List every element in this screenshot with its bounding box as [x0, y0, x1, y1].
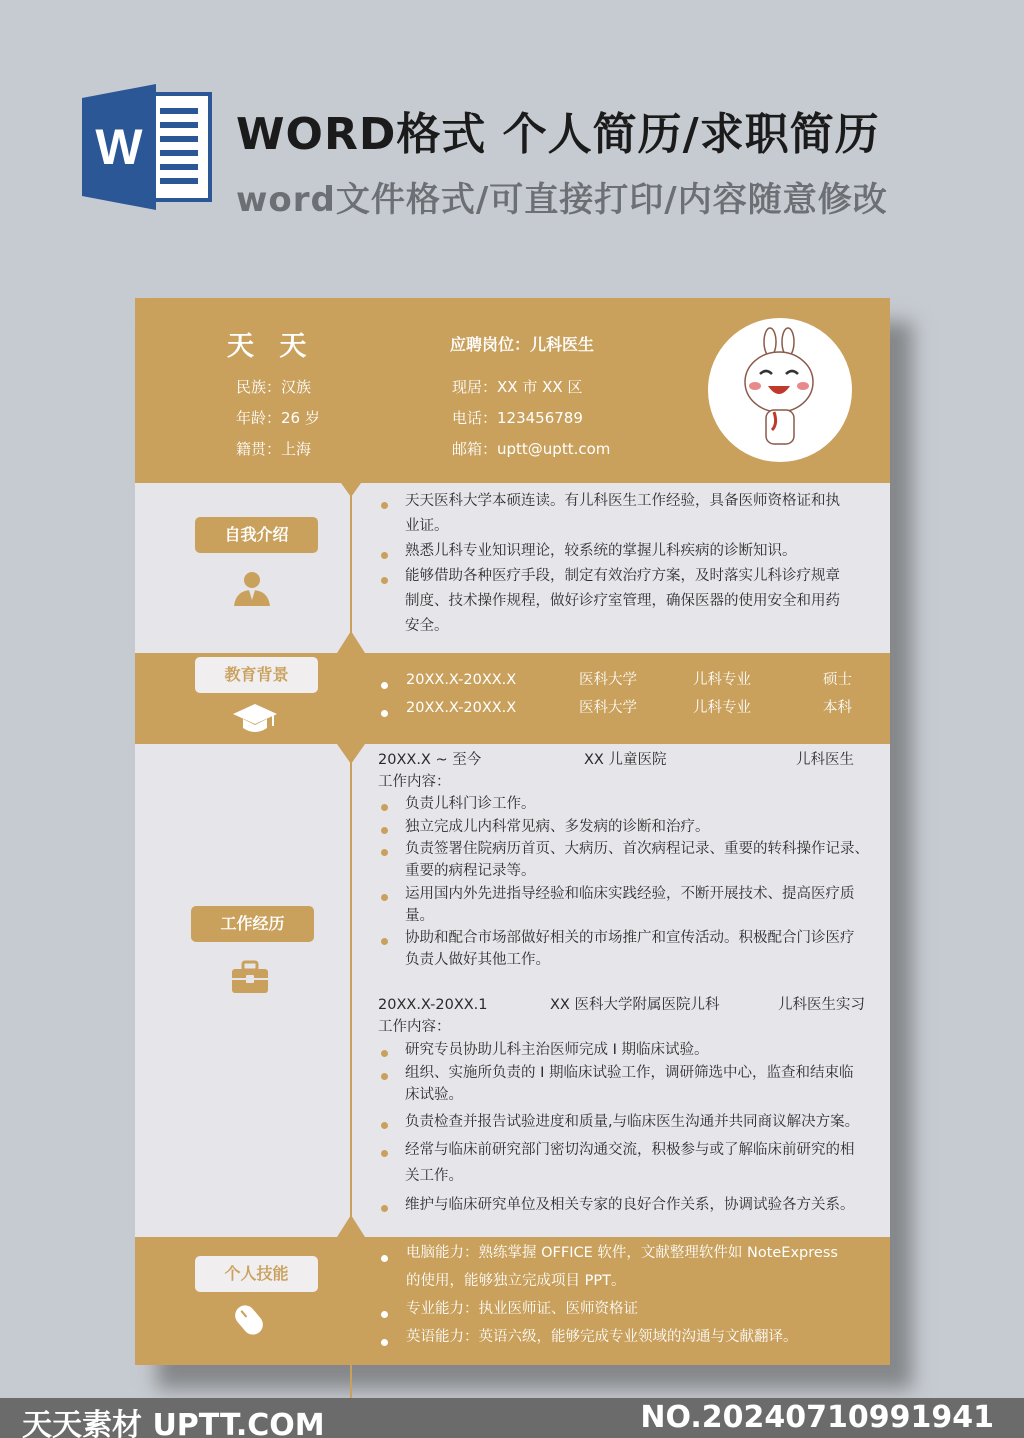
job-line: 关工作。 [405, 1168, 463, 1184]
skill-line: 英语能力：英语六级，能够完成专业领域的沟通与文献翻译。 [406, 1329, 798, 1345]
job-line: 独立完成儿内科常见病、多发病的诊断和治疗。 [405, 819, 710, 835]
timeline-notch [337, 631, 365, 653]
intro-line: 熟悉儿科专业知识理论，较系统的掌握儿科疾病的诊断知识。 [405, 543, 797, 559]
age: 年龄：26 岁 [236, 409, 320, 427]
job-line: 组织、实施所负责的 I 期临床试验工作，调研筛选中心，监查和结束临 [405, 1065, 854, 1081]
job-line: 协助和配合市场部做好相关的市场推广和宣传活动。积极配合门诊医疗 [405, 930, 855, 946]
bullet [381, 938, 388, 945]
bullet [381, 849, 388, 856]
skill-line: 专业能力：执业医师证、医师资格证 [406, 1301, 638, 1317]
bullet [381, 827, 388, 834]
job-org: XX 医科大学附属医院儿科 [550, 997, 720, 1013]
applied-position: 应聘岗位：儿科医生 [450, 335, 595, 354]
edu-degree: 本科 [823, 700, 852, 716]
banner-title: WORD格式 个人简历/求职简历 [236, 109, 880, 160]
job-line: 负责儿科门诊工作。 [405, 796, 536, 812]
timeline-notch [341, 483, 361, 497]
graduation-cap-icon [233, 702, 277, 734]
job-period: 20XX.X ~ 至今 [378, 752, 482, 768]
bullet [381, 804, 388, 811]
job-line: 研究专员协助儿科主治医师完成 I 期临床试验。 [405, 1042, 709, 1058]
edu-period: 20XX.X-20XX.X [406, 700, 517, 716]
job-line: 维护与临床研究单位及相关专家的良好合作关系，协调试验各方关系。 [405, 1197, 855, 1213]
bullet [381, 1122, 388, 1129]
bullet [381, 894, 388, 901]
bullet [381, 552, 388, 559]
bullet [381, 1311, 388, 1318]
bullet [381, 1050, 388, 1057]
avatar-illustration [708, 318, 852, 462]
timeline-notch [337, 1215, 365, 1237]
intro-line: 天天医科大学本硕连读。有儿科医生工作经验，具备医师资格证和执 [405, 493, 840, 509]
briefcase-icon [231, 960, 269, 994]
section-tag-education: 教育背景 [195, 657, 318, 693]
edu-school: 医科大学 [579, 700, 637, 716]
avatar [708, 318, 852, 462]
job-line: 重要的病程记录等。 [405, 863, 536, 879]
job-role: 儿科医生 [796, 752, 854, 768]
edu-school: 医科大学 [579, 672, 637, 688]
job-content-label: 工作内容： [378, 774, 451, 790]
job-line: 量。 [405, 908, 434, 924]
word-logo-icon [82, 84, 212, 210]
edu-major: 儿科专业 [693, 700, 751, 716]
email: 邮箱：uptt@uptt.com [452, 440, 611, 458]
section-tag-intro: 自我介绍 [195, 517, 318, 553]
footer-bar [0, 1398, 1024, 1438]
timeline-notch [337, 744, 365, 764]
bullet [381, 710, 388, 717]
job-line: 运用国内外先进指导经验和临床实践经验，不断开展技术、提高医疗质 [405, 886, 855, 902]
section-tag-skills: 个人技能 [195, 1256, 318, 1292]
word-logo-letter: W [95, 119, 143, 175]
bullet [381, 1150, 388, 1157]
origin: 籍贯：上海 [236, 440, 312, 458]
bullet [381, 502, 388, 509]
edu-major: 儿科专业 [693, 672, 751, 688]
bullet [381, 682, 388, 689]
job-role: 儿科医生实习 [778, 997, 865, 1013]
intro-line: 制度、技术操作规程，做好诊疗室管理，确保医器的使用安全和用药 [405, 593, 840, 609]
job-period: 20XX.X-20XX.1 [378, 997, 488, 1013]
intro-line: 能够借助各种医疗手段，制定有效治疗方案，及时落实儿科诊疗规章 [405, 568, 840, 584]
edu-degree: 硕士 [823, 672, 852, 688]
job-content-label: 工作内容： [378, 1019, 451, 1035]
bullet [381, 1255, 388, 1262]
person-name: 天 天 [227, 331, 315, 362]
skill-line: 的使用，能够独立完成项目 PPT。 [406, 1273, 626, 1289]
footer-number: NO.20240710991941 [640, 1400, 994, 1435]
resume-paper [135, 298, 890, 1365]
bullet [381, 1205, 388, 1212]
job-line: 经常与临床前研究部门密切沟通交流，积极参与或了解临床前研究的相 [405, 1142, 855, 1158]
job-line: 床试验。 [405, 1087, 463, 1103]
bullet [381, 577, 388, 584]
residence: 现居：XX 市 XX 区 [452, 378, 583, 396]
skill-line: 电脑能力：熟练掌握 OFFICE 软件，文献整理软件如 NoteExpress [406, 1245, 838, 1261]
job-line: 负责签署住院病历首页、大病历、首次病程记录、重要的转科操作记录、 [405, 841, 869, 857]
footer-site: 天天素材 UPTT.COM [22, 1408, 325, 1438]
job-line: 负责人做好其他工作。 [405, 952, 550, 968]
mouse-icon [231, 1302, 267, 1338]
phone: 电话：123456789 [452, 409, 583, 427]
edu-period: 20XX.X-20XX.X [406, 672, 517, 688]
job-line: 负责检查并报告试验进度和质量,与临床医生沟通并共同商议解决方案。 [405, 1114, 860, 1130]
section-tag-work: 工作经历 [191, 906, 314, 942]
banner-subtitle: word文件格式/可直接打印/内容随意修改 [236, 180, 888, 220]
intro-line: 业证。 [405, 518, 449, 534]
user-icon [232, 570, 272, 606]
intro-line: 安全。 [405, 618, 449, 634]
job-org: XX 儿童医院 [584, 752, 667, 768]
ethnicity: 民族：汉族 [236, 378, 312, 396]
bullet [381, 1073, 388, 1080]
bullet [381, 1339, 388, 1346]
